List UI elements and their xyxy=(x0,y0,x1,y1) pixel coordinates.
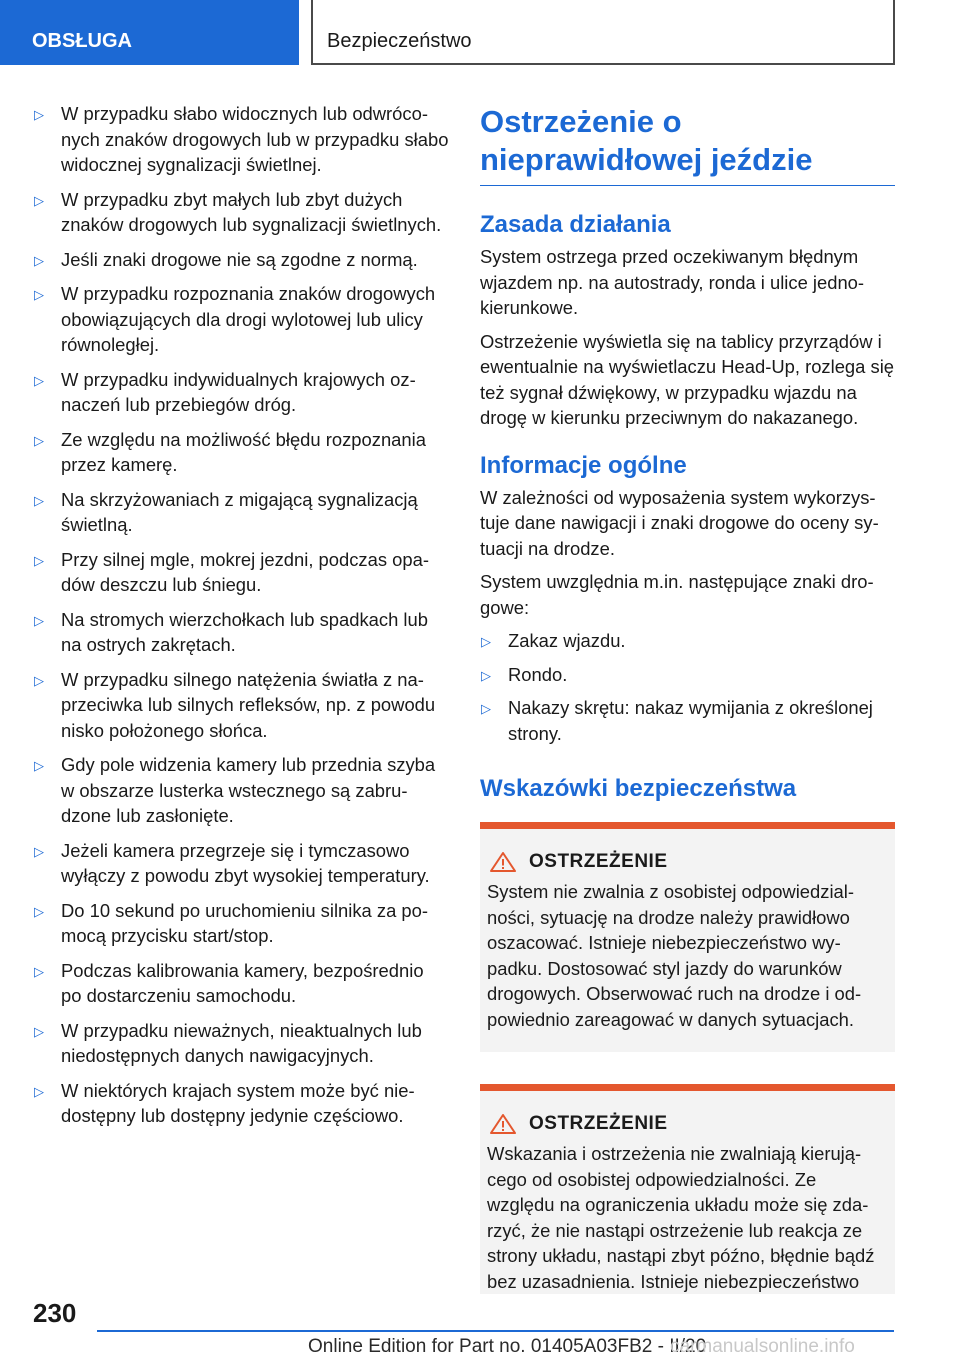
list-item: ▷ Na skrzyżowaniach z migającą sygnalizacją świetlną. xyxy=(34,488,418,535)
list-item: ▷ Na stromych wierzchołkach lub spadkach lub na ostrych zakrętach. xyxy=(34,608,428,655)
right-column xyxy=(480,103,895,1294)
triangle-bullet-icon: ▷ xyxy=(34,492,44,508)
footer-divider xyxy=(97,1330,894,1332)
list-item: ▷ W przypadku nieważnych, nieaktualnych lub niedostępnych danych nawigacyjnych. xyxy=(34,1019,422,1066)
list-item: ▷ Nakazy skrętu: nakaz wymijania z określonej strony. xyxy=(481,697,873,744)
triangle-bullet-icon: ▷ xyxy=(481,701,491,716)
watermark: carmanualsonline.info xyxy=(670,1336,855,1357)
list-item: ▷ Przy silnej mgle, mokrej jezdni, podczas opadów deszczu lub śniegu. xyxy=(34,548,429,595)
paragraph: System uwzględnia m.in. następujące znaki drogowe: xyxy=(480,571,874,618)
triangle-bullet-icon: ▷ xyxy=(481,667,491,683)
list-item: ▷ W przypadku silnego natężenia światła z naprzeciwka lub silnych refleksów, np. z powodu nisko położonego słońca. xyxy=(34,668,436,741)
page-title: Ostrzeżenie o nieprawidłowej jeździe xyxy=(480,103,895,186)
paragraph: Ostrzeżenie wyświetla się na tablicy przyrządów i ewentualnie na wyświetlaczu Head-Up, rozlega się też sygnał dźwiękowy, w przypadku wjazdu na drogę w kierunku przeciwnym do nakazanego. xyxy=(480,330,895,428)
triangle-bullet-icon: ▷ xyxy=(34,287,44,302)
triangle-bullet-icon: ▷ xyxy=(34,1083,44,1099)
warning-box xyxy=(480,822,895,1052)
warning-triangle-icon xyxy=(489,851,517,873)
list-item: ▷ Podczas kalibrowania kamery, bezpośrednio po dostarczeniu samochodu. xyxy=(34,959,424,1006)
triangle-bullet-icon: ▷ xyxy=(34,1023,44,1039)
heading-safety: Wskazówki bezpieczeństwa xyxy=(480,775,797,802)
list-item: ▷ W przypadku indywidualnych krajowych oznaczeń lub przebiegów dróg. xyxy=(34,368,416,415)
warning-title: OSTRZEŻENIE xyxy=(529,1113,668,1134)
list-item: ▷ W przypadku słabo widocznych lub odwróconych znaków drogowych lub w przypadku słabo widocznej sygnalizacji świetlnej. xyxy=(34,103,449,175)
section-tab: OBSŁUGA xyxy=(0,0,299,65)
list-item: ▷ Do 10 sekund po uruchomieniu silnika za pomocą przycisku start/stop. xyxy=(34,899,429,946)
heading-principle: Zasada działania xyxy=(480,211,671,238)
triangle-bullet-icon: ▷ xyxy=(34,672,44,688)
warning-title: OSTRZEŻENIE xyxy=(529,851,668,872)
triangle-bullet-icon: ▷ xyxy=(34,192,44,208)
triangle-bullet-icon: ▷ xyxy=(34,107,44,122)
edition-text: Online Edition for Part no. 01405A03FB2 - II/20 xyxy=(308,1336,707,1357)
warning-header xyxy=(487,1113,887,1135)
triangle-bullet-icon: ▷ xyxy=(34,252,44,268)
list-item: ▷ W niektórych krajach system może być niedostępny lub dostępny jedynie częściowo. xyxy=(34,1079,415,1126)
triangle-bullet-icon: ▷ xyxy=(34,432,44,448)
triangle-bullet-icon: ▷ xyxy=(34,758,44,773)
list-item: ▷ W przypadku rozpoznania znaków drogowych obowiązujących dla drogi wylotowej lub ulicy równoległej. xyxy=(34,283,436,355)
chapter-title: Bezpieczeństwo xyxy=(311,0,895,65)
warning-text: System nie zwalnia z osobistej odpowiedzialności, sytuację na drodze należy prawidłowo oszacować. Istnieje niebezpieczeństwo wypadku. Dostosować styl jazdy do warunków drogowych. Obserwować ruch na drodze i odpowiednio zareagować w danych sytuacjach. xyxy=(487,881,862,1030)
list-item: ▷ Jeśli znaki drogowe nie są zgodne z normą. xyxy=(33,247,449,273)
list-item: ▷ Rondo. xyxy=(480,662,895,688)
warning-box xyxy=(480,1084,895,1294)
warning-text: Wskazania i ostrzeżenia nie zwalniają kierującego od osobistej odpowiedzialności. Ze względu na ograniczenia układu może się zdarzyć, że nie nastąpi ostrzeżenie lub reakcja ze strony układu, nastąpi zbyt późno, błędnie bądź bez uzasadnienia. Istnieje niebezpieczeństwo xyxy=(487,1143,875,1292)
left-column xyxy=(33,101,449,1138)
triangle-bullet-icon: ▷ xyxy=(34,963,44,979)
triangle-bullet-icon: ▷ xyxy=(34,372,44,388)
triangle-bullet-icon: ▷ xyxy=(34,843,44,859)
warning-header xyxy=(487,851,887,873)
triangle-bullet-icon: ▷ xyxy=(34,903,44,919)
triangle-bullet-icon: ▷ xyxy=(481,634,491,649)
heading-general: Informacje ogólne xyxy=(480,451,687,479)
list-item: ▷ Zakaz wjazdu. xyxy=(480,628,895,654)
warning-triangle-icon xyxy=(489,1113,517,1135)
triangle-bullet-icon: ▷ xyxy=(34,552,44,568)
list-item: ▷ W przypadku zbyt małych lub zbyt dużych znaków drogowych lub sygnalizacji świetlnych. xyxy=(34,188,442,235)
page-number: 230 xyxy=(33,1298,77,1328)
list-item: ▷ Gdy pole widzenia kamery lub przednia szyba w obszarze lusterka wstecznego są zabrudzone lub zasłonięte. xyxy=(34,754,436,826)
triangle-bullet-icon: ▷ xyxy=(34,612,44,628)
list-item: ▷ Ze względu na możliwość błędu rozpoznania przez kamerę. xyxy=(34,428,426,475)
paragraph: System ostrzega przed oczekiwanym błędnym wjazdem np. na autostrady, ronda i ulice jednokierunkowe. xyxy=(480,246,865,318)
signs-list xyxy=(480,628,895,746)
paragraph: W zależności od wyposażenia system wykorzystuje dane nawigacji i znaki drogowe do oceny sytuacji na drodze. xyxy=(480,486,879,559)
list-item: ▷ Jeżeli kamera przegrzeje się i tymczasowo wyłączy z powodu zbyt wysokiej temperatury. xyxy=(34,839,430,886)
limitations-list xyxy=(33,101,449,1129)
